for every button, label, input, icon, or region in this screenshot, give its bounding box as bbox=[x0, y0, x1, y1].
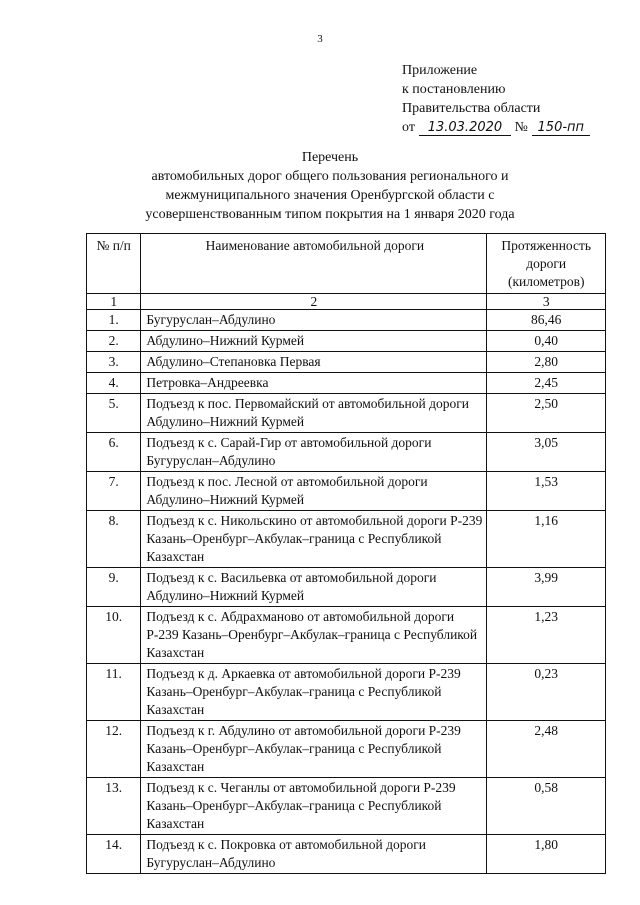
table-row bbox=[87, 331, 606, 352]
table-row bbox=[87, 664, 606, 721]
row-number: 9. bbox=[87, 568, 141, 607]
road-name: Подъезд к пос. Первомайский от автомобильной дороги Абдулино–Нижний Курмей bbox=[141, 394, 487, 433]
road-name: Подъезд к пос. Лесной от автомобильной дороги Абдулино–Нижний Курмей bbox=[141, 472, 487, 511]
road-length: 0,58 bbox=[487, 778, 606, 835]
road-name: Подъезд к с. Чеганлы от автомобильной дороги Р-239 Казань–Оренбург–Акбулак–граница с Республикой Казахстан bbox=[141, 778, 487, 835]
road-length: 3,05 bbox=[487, 433, 606, 472]
table-row bbox=[87, 721, 606, 778]
row-number: 5. bbox=[87, 394, 141, 433]
column-number-row bbox=[87, 294, 606, 310]
row-number: 4. bbox=[87, 373, 141, 394]
table-body bbox=[87, 310, 606, 874]
table-row bbox=[87, 433, 606, 472]
road-length: 0,23 bbox=[487, 664, 606, 721]
row-number: 14. bbox=[87, 835, 141, 874]
road-length: 1,53 bbox=[487, 472, 606, 511]
table-row bbox=[87, 373, 606, 394]
handwritten-number: 150-пп bbox=[532, 120, 590, 136]
title-line-1: Перечень bbox=[301, 150, 359, 165]
page-number: 3 bbox=[317, 33, 323, 45]
row-number: 12. bbox=[87, 721, 141, 778]
road-name: Подъезд к с. Никольскино от автомобильной дороги Р-239 Казань–Оренбург–Акбулак–граница с Республикой Казахстан bbox=[141, 511, 487, 568]
road-name: Подъезд к д. Аркаевка от автомобильной дороги Р-239 Казань–Оренбург–Акбулак–граница с Республикой Казахстан bbox=[141, 664, 487, 721]
table-row bbox=[87, 568, 606, 607]
handwritten-date: 13.03.2020 bbox=[419, 120, 511, 136]
row-number: 6. bbox=[87, 433, 141, 472]
road-name: Подъезд к с. Абдрахманово от автомобильной дороги Р-239 Казань–Оренбург–Акбулак–граница с Республикой Казахстан bbox=[141, 607, 487, 664]
row-number: 1. bbox=[87, 310, 141, 331]
road-length: 1,16 bbox=[487, 511, 606, 568]
road-name: Подъезд к с. Васильевка от автомобильной дороги Абдулино–Нижний Курмей bbox=[141, 568, 487, 607]
row-number: 8. bbox=[87, 511, 141, 568]
table-row bbox=[87, 394, 606, 433]
title-line-3: межмуниципального значения Оренбургской области с bbox=[165, 188, 495, 203]
road-name: Абдулино–Нижний Курмей bbox=[141, 331, 487, 352]
number-prefix: № bbox=[514, 120, 528, 135]
road-length: 3,99 bbox=[487, 568, 606, 607]
row-number: 7. bbox=[87, 472, 141, 511]
header-num: № п/п bbox=[87, 234, 141, 294]
table-row bbox=[87, 835, 606, 874]
column-number-3: 3 bbox=[487, 294, 606, 310]
appendix-line-1: Приложение bbox=[402, 63, 478, 78]
road-length: 0,40 bbox=[487, 331, 606, 352]
road-length: 2,48 bbox=[487, 721, 606, 778]
roads-table bbox=[86, 233, 606, 874]
row-number: 13. bbox=[87, 778, 141, 835]
appendix-date-line bbox=[402, 118, 590, 137]
appendix-line-3: Правительства области bbox=[402, 101, 541, 116]
table-row bbox=[87, 352, 606, 373]
table-row bbox=[87, 607, 606, 664]
title-line-2: автомобильных дорог общего пользования регионального и bbox=[151, 169, 509, 184]
title-line-4: усовершенствованным типом покрытия на 1 января 2020 года bbox=[145, 207, 515, 222]
column-number-1: 1 bbox=[87, 294, 141, 310]
date-prefix: от bbox=[402, 120, 415, 135]
road-length: 2,80 bbox=[487, 352, 606, 373]
header-row bbox=[87, 234, 606, 294]
road-length: 86,46 bbox=[487, 310, 606, 331]
column-number-2: 2 bbox=[141, 294, 487, 310]
table-row bbox=[87, 310, 606, 331]
row-number: 2. bbox=[87, 331, 141, 352]
table-row bbox=[87, 511, 606, 568]
road-name: Абдулино–Степановка Первая bbox=[141, 352, 487, 373]
road-name: Подъезд к с. Сарай-Гир от автомобильной дороги Бугуруслан–Абдулино bbox=[141, 433, 487, 472]
document-title bbox=[140, 148, 520, 224]
table-row bbox=[87, 472, 606, 511]
road-name: Бугуруслан–Абдулино bbox=[141, 310, 487, 331]
road-length: 2,45 bbox=[487, 373, 606, 394]
header-length: Протяженность дороги (километров) bbox=[487, 234, 606, 294]
road-name: Подъезд к с. Покровка от автомобильной дороги Бугуруслан–Абдулино bbox=[141, 835, 487, 874]
appendix-block bbox=[402, 61, 590, 137]
road-name: Петровка–Андреевка bbox=[141, 373, 487, 394]
row-number: 3. bbox=[87, 352, 141, 373]
header-name: Наименование автомобильной дороги bbox=[141, 234, 487, 294]
row-number: 10. bbox=[87, 607, 141, 664]
appendix-line-2: к постановлению bbox=[402, 82, 506, 97]
road-length: 1,80 bbox=[487, 835, 606, 874]
road-length: 2,50 bbox=[487, 394, 606, 433]
table-row bbox=[87, 778, 606, 835]
road-name: Подъезд к г. Абдулино от автомобильной дороги Р-239 Казань–Оренбург–Акбулак–граница с Республикой Казахстан bbox=[141, 721, 487, 778]
road-length: 1,23 bbox=[487, 607, 606, 664]
row-number: 11. bbox=[87, 664, 141, 721]
